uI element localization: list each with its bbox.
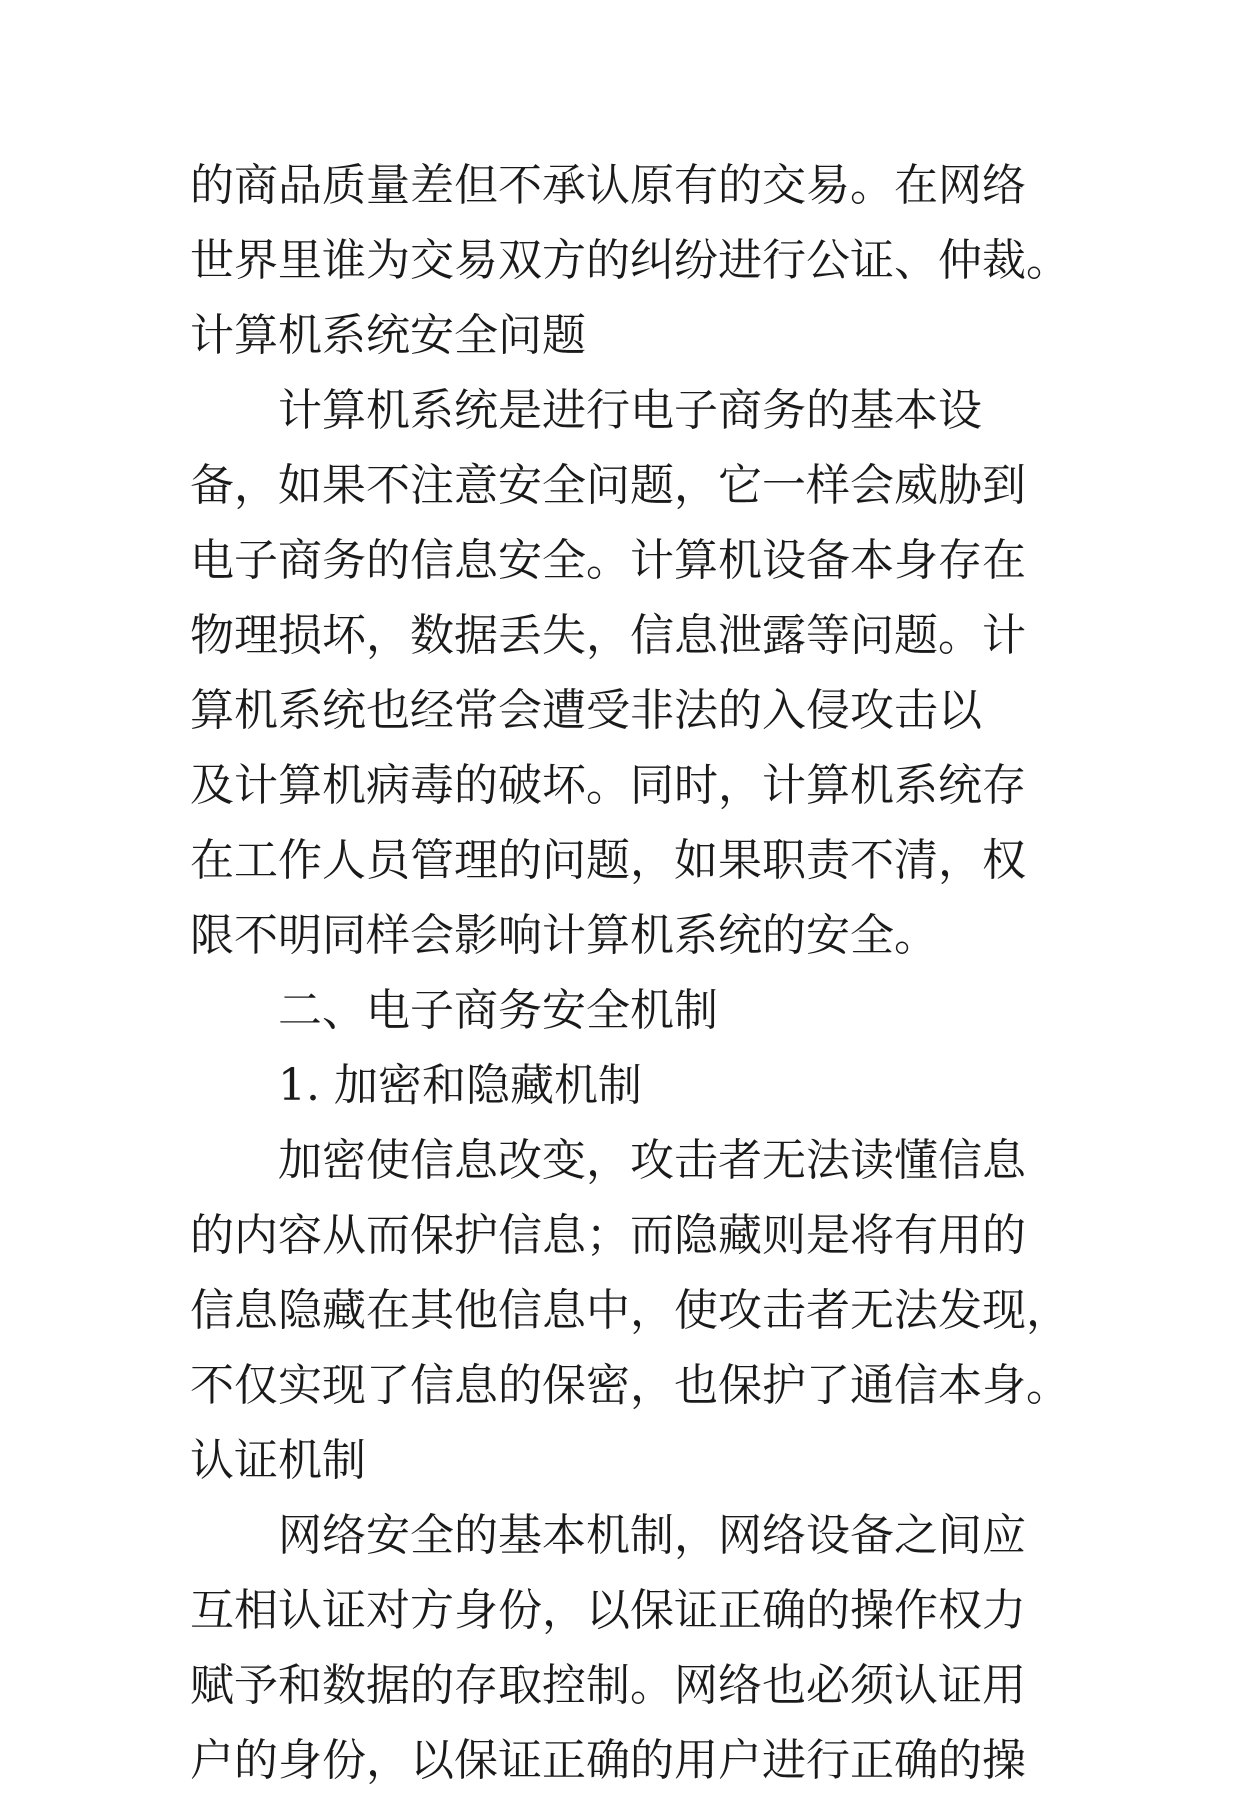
text-line: 不仅实现了信息的保密，也保护了通信本身。 (190, 1360, 1070, 1411)
subsection-heading: 认证机制 (190, 1435, 366, 1486)
subsection-heading: 1. 加密和隐藏机制 (278, 1060, 642, 1111)
paragraph-first-line: 网络安全的基本机制，网络设备之间应 (278, 1510, 1026, 1561)
text-line: 算机系统也经常会遭受非法的入侵攻击以 (190, 685, 982, 736)
text-line: 互相认证对方身份，以保证正确的操作权力 (190, 1585, 1026, 1636)
paragraph-first-line: 计算机系统是进行电子商务的基本设 (278, 385, 982, 436)
text-line: 户的身份，以保证正确的用户进行正确的操 (190, 1735, 1026, 1786)
text-line: 电子商务的信息安全。计算机设备本身存在 (190, 535, 1026, 586)
text-line: 及计算机病毒的破坏。同时，计算机系统存 (190, 760, 1026, 811)
section-heading: 计算机系统安全问题 (190, 310, 586, 361)
text-line: 世界里谁为交易双方的纠纷进行公证、仲裁。 (190, 235, 1070, 286)
text-line: 赋予和数据的存取控制。网络也必须认证用 (190, 1660, 1026, 1711)
text-line: 在工作人员管理的问题，如果职责不清，权 (190, 835, 1026, 886)
paragraph-first-line: 加密使信息改变，攻击者无法读懂信息 (278, 1135, 1026, 1186)
text-line: 的商品质量差但不承认原有的交易。在网络 (190, 160, 1026, 211)
text-line: 的内容从而保护信息；而隐藏则是将有用的 (190, 1210, 1026, 1261)
section-heading: 二、电子商务安全机制 (278, 985, 718, 1036)
text-line: 信息隐藏在其他信息中，使攻击者无法发现， (190, 1285, 1070, 1336)
text-line: 限不明同样会影响计算机系统的安全。 (190, 910, 938, 961)
text-line: 备，如果不注意安全问题，它一样会威胁到 (190, 460, 1026, 511)
document-body (190, 148, 1070, 1798)
text-line: 物理损坏，数据丢失，信息泄露等问题。计 (190, 610, 1026, 661)
